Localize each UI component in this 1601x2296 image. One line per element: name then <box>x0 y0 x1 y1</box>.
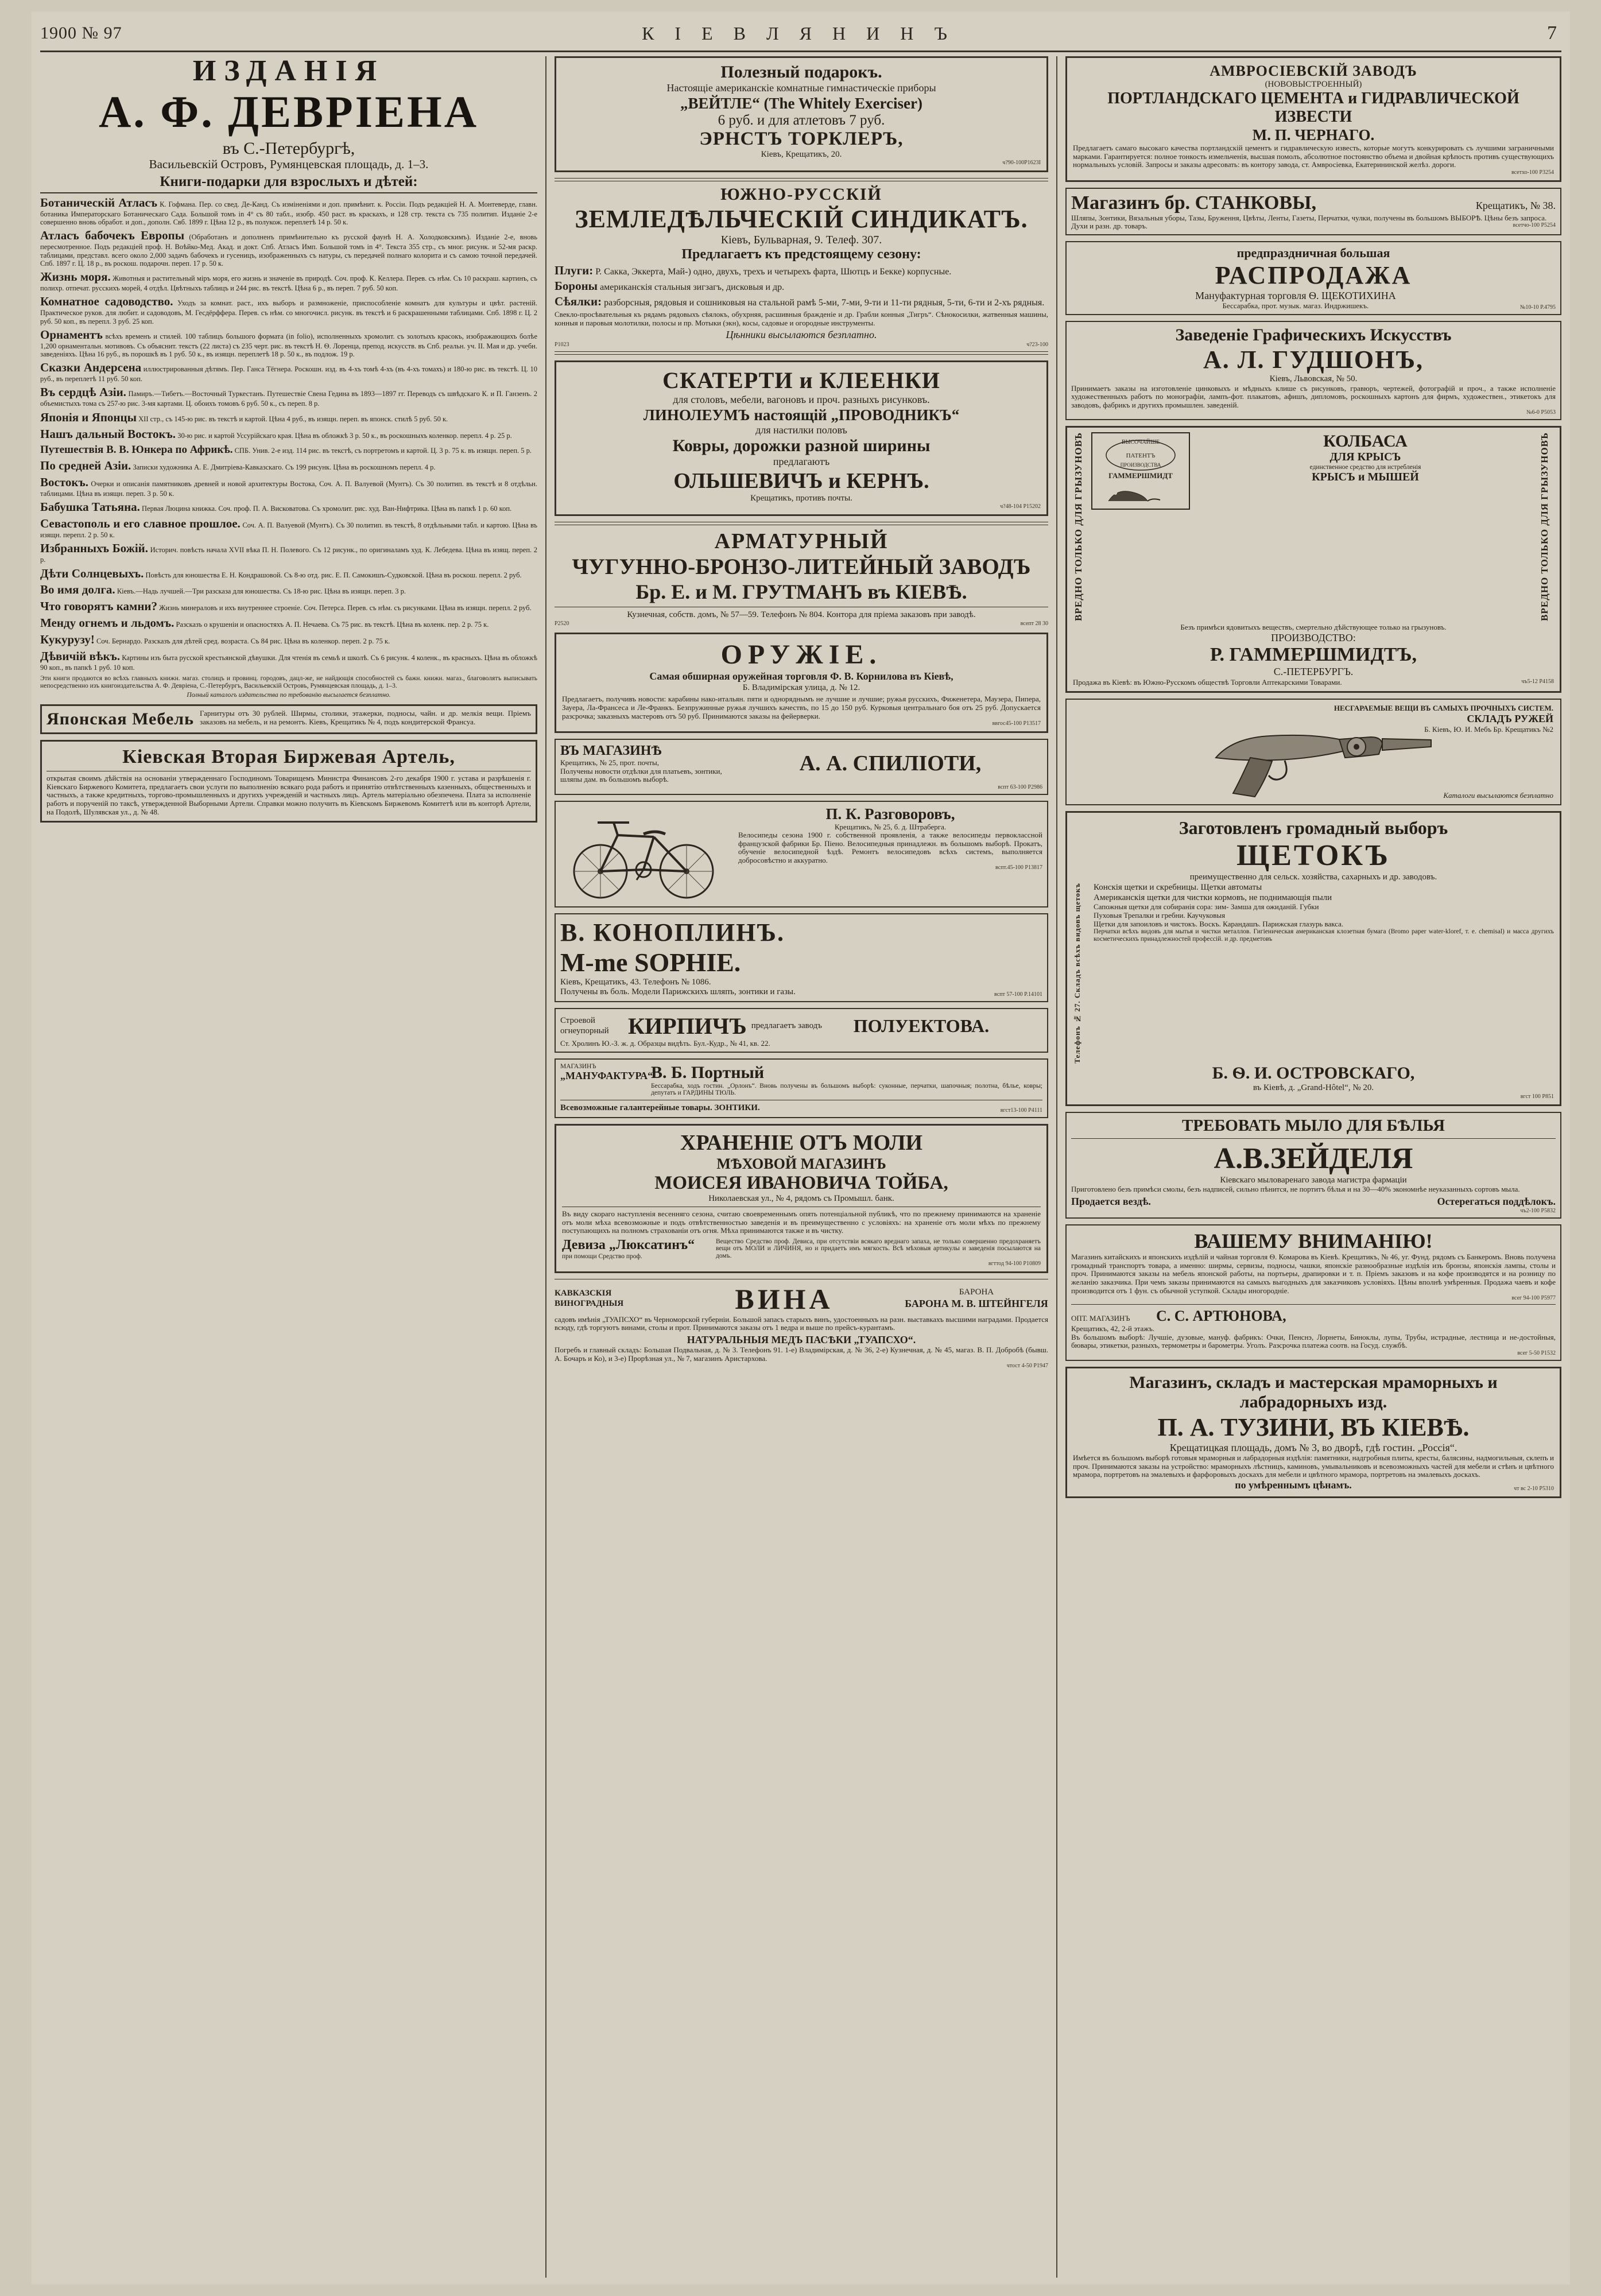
ad-code: всег 5-50 Р1532 <box>1517 1349 1556 1356</box>
moth-text: Въ виду скораго наступленія весенняго сезона, считаю своевременнымъ опять потенціальной публикѣ, что по прежнему принимаются на храненіе отъ моли мѣха всевозможные и подъ отвѣтственностью заведенія и въ преимущественно с условіяхъ: на храненіе отъ моли мѣхъ по прежнему поступающихъ на полномъ страхованіи отъ огня. Мѣха принимаются также и въ чистку. <box>562 1209 1041 1235</box>
book-desc: Разсказъ о крушеніи и опасностяхъ А. П. Нечаева. Съ 75 рис. въ текстѣ. Цѣна въ коленк. пер. 2 р. 75 к. <box>176 620 489 629</box>
ad-tuzini-marble-works <box>1065 1367 1561 1498</box>
book-title: Путешествія В. В. Юнкера по Африкѣ. <box>40 444 233 456</box>
devrien-line-1: ИЗДАНІЯ <box>192 55 385 87</box>
ostrovsky-name: Б. Ѳ. И. ОСТРОВСКАГО, <box>1212 1063 1415 1083</box>
book-desc: иллюстрированныя дѣтямъ. Пер. Ганса Тёгнера. Роскошн. изд. въ 4-хъ томѣ 4-хъ (въ 4-хъ томахъ) и 180-ю рис. въ текстѣ. Ц. 10 руб., въ переплетѣ 11 руб. 50 коп. <box>40 365 537 383</box>
linoleum-sub: для настилки половъ <box>755 424 847 436</box>
syndicate-item-label: Бороны <box>555 279 598 293</box>
portnyj-tags: МАГАЗИНЪ „МАНУФАКТУРА“ <box>560 1062 653 1082</box>
wines-text: садовъ имѣнія „ТУАПСХО“ въ Черноморской губерніи. Большой запасъ старыхъ винъ, удостоенныхъ на разн. выставкахъ высшими наградами. Продается всюду, гдѣ торгуютъ винами, столы и прот. Принимаются заказы отъ 1 ведра и выше по прейсъ-курантамъ. <box>555 1314 1048 1332</box>
offer-word: предлагаютъ <box>773 456 830 468</box>
kirpich-title: КИРПИЧЪ <box>628 1013 747 1040</box>
book-desc: Кіевъ.—Надь лучшей.—Три разсказа для юношества. Съ 18-ю рис. Цѣна въ изящн. переп. 3 р. <box>117 587 406 596</box>
ad-spilioti-store <box>555 739 1048 795</box>
book-desc: Уходъ за комнат. раст., ихъ выборъ и размноженіе, приспособленіе комнатъ для культуры и цвѣт. растеній. Практическое руков. для любит. и садоводовъ, М. Гесдёрффера. Перев. съ нѣм. со многочисл. рисунк. въ текстѣ и 6 раскрашенными таблицами. Спб. 1898 г. Ц. 2 руб. 50 коп., въ перепл. 3 руб. 25 коп. <box>40 299 537 325</box>
book-desc: Памиръ.—Тибетъ.—Восточный Туркестанъ. Путешествіе Свена Гедина въ 1893—1897 гг. Переводъ съ швѣдскаго К. и П. Ганзенъ. 2 объемистыхъ тома съ 257-ю рис. 3-мя картами. Ц. обоихъ томовъ 6 руб. 50 к., съ переп. 8 р. <box>40 390 537 408</box>
stankov-name: Магазинъ бр. СТАНКОВЫ, <box>1071 192 1316 214</box>
armature-line-3: Бр. Е. и М. ГРУТМАНЪ въ КІЕВѢ. <box>635 580 967 604</box>
sale-title: РАСПРОДАЖА <box>1215 261 1412 289</box>
kolbasa-title: КОЛБАСА <box>1323 432 1408 451</box>
podarok-shop: ЭРНСТЪ ТОРКЛЕРЪ, <box>699 128 904 149</box>
ad-code: ввгос45-100 Р13517 <box>992 720 1041 727</box>
wines-address: Погребъ и главный складъ: Большая Подвальная, д. № 3. Телефонъ 91. 1-е) Владимірская, д. № 36, 2-е) Кузнечная, д. № 45, магаз. В. П. Добробѣ (бывш. А. Бочаръ и Ко), и 3-е) Прорѣзная ул., № 7, магазинъ Аристархова. <box>555 1345 1048 1363</box>
column-2 <box>545 56 1056 2278</box>
list-item <box>40 517 537 539</box>
podarok-brand: „ВЕЙТЛЕ“ (The Whitely Exerciser) <box>680 94 922 112</box>
list-item <box>40 444 537 456</box>
bicycle-icon <box>563 805 730 903</box>
ad-japanese-furniture <box>40 704 537 734</box>
devrien-catalog-note: Полный каталогъ издательства по требованію высылается безплатно. <box>187 691 391 699</box>
gun-ad-text-block <box>1334 704 1553 734</box>
book-desc: Историч. повѣсть начала XVII вѣка П. Н. Полевого. Съ 12 рисунк., по оригиналамъ худ. К. Лебедева. Цѣна въ изящ. переп. 2 р. <box>40 546 538 564</box>
devrien-line-4: Васильевскій Островъ, Румянцевская площадь, д. 1–3. <box>149 157 429 171</box>
luksatin-text: Вещество Средство проф. Девиса, при отсутствіи всякаго вреднаго запаха, не только совершенно предохраняетъ вещи отъ МОЛИ и ЛИЧИНЯ, но и придаетъ имъ мягкость. Всѣ мѣховыя артикулы и заведенія посылаются на домъ. <box>716 1238 1041 1260</box>
kirpich-offer: предлагаетъ заводъ <box>751 1021 823 1030</box>
linoleum-line: ЛИНОЛЕУМЪ настоящій „ПРОВОДНИКЪ“ <box>643 406 960 424</box>
syndicate-item-text: разборсныя, рядовыя и сошниковыя на стальной рамѣ 5-ми, 7-ми, 9-ти и 11-ти рядныя, 5-ти, 6-ти и 2-хъ рядныя. <box>604 298 1045 308</box>
devrien-heading <box>40 56 537 170</box>
ad-code-left: Р1023 <box>555 341 569 348</box>
kolbasa-address: Продажа въ Кіевѣ: въ Южно-Русскомъ обществѣ Торговли Аптекарскими Товарами. <box>1073 677 1342 687</box>
amros-line-1: АМВРОСІЕВСКІЙ ЗАВОДЪ <box>1210 63 1417 79</box>
konoplin-text: Получены въ боль. Модели Парижскихъ шляпъ, зонтики и газы. <box>560 987 796 997</box>
brushes-subtitle: преимущественно для сельск. хозяйства, сахарныхъ и др. заводовъ. <box>1189 872 1437 882</box>
book-title: По средней Азіи. <box>40 459 131 473</box>
brushes-vertical-note: Телефонъ № 27. Складъ всѣхъ видовъ щетокъ <box>1073 883 1081 1064</box>
book-title: Кукурузу! <box>40 633 95 647</box>
ad-zeidel-laundry-soap <box>1065 1112 1561 1219</box>
ad-code: вспт.45-100 Р13817 <box>995 864 1042 871</box>
ad-code: вгст 100 Р851 <box>1520 1093 1554 1100</box>
syndicate-price-list-note: Цѣнники высылаются безплатно. <box>726 329 877 341</box>
japanese-furniture-text: Гарнитуры отъ 30 рублей. Ширмы, столики, этажерки, подносы, чайн. и др. мелкія вещи. Пріемъ заказовъ на мебель, и на ремонтъ. Кіевъ, Крещатикъ № 4, подъ кондитерской Франсуа. <box>199 709 531 726</box>
ad-grutman-foundry <box>555 522 1048 627</box>
ad-code: №10-10 Р.4795 <box>1519 304 1556 311</box>
ad-code: всег 94-100 Р5977 <box>1511 1295 1556 1302</box>
devrien-subtitle: Книги-подарки для взрослыхъ и дѣтей: <box>40 174 537 193</box>
spilioti-address: Крещатикъ, № 25, прот. почты, <box>560 758 660 767</box>
carpets-line: Ковры, дорожки разной ширины <box>672 436 931 456</box>
ad-toyba-fur-moth-storage <box>555 1124 1048 1273</box>
syndicate-item-text: американскія стальныя зигзагъ, дисковыя и др. <box>600 282 785 293</box>
list-item: Сапожныя щетки для собиранія сора: зим- Замша для ожиданій. Губки <box>1094 902 1319 912</box>
brushes-heading: Заготовленъ громадный выборъ <box>1179 817 1448 839</box>
ad-gudshon-graphic-arts <box>1065 321 1561 420</box>
wines-tag: КАВКАЗСКІЯ ВИНОГРАДНЫЯ <box>555 1288 624 1308</box>
marble-footer: по умѣреннымъ цѣнамъ. <box>1235 1479 1352 1491</box>
masthead-page-number: 7 <box>1547 22 1557 44</box>
gun-ad-line-3: Б. Кіевъ, Ю. И. Мебъ Бр. Крещатикъ №2 <box>1424 724 1553 734</box>
kolbasa-target: КРЫСЪ и МЫШЕЙ <box>1312 471 1419 484</box>
wines-honey-line: НАТУРАЛЬНЫЯ МЕДЪ ПАСѢКИ „ТУАПСХО“. <box>687 1333 916 1345</box>
list-item <box>40 328 537 358</box>
book-title: Сказки Андерсена <box>40 360 142 375</box>
ad-stankov-brothers-store <box>1065 188 1561 235</box>
fur-shop-label: МѢХОВОЙ МАГАЗИНЪ <box>716 1155 886 1172</box>
book-desc: Картины изъ быта русской крестьянской дѣвушки. Для чтенія въ семьѣ и школѣ. Съ 6 рисунк. 4 коленк., въ красныхъ. Цѣна въ обложкѣ 90 коп., въ папкѣ 1 руб. 10 коп. <box>40 654 538 672</box>
masthead-issue: 1900 № 97 <box>40 24 122 42</box>
luksatin-device: Девиза „Люксатинъ“ <box>562 1237 695 1252</box>
book-desc: всѣхъ временъ и стилей. 100 таблицъ большого формата (in folio), исполненныхъ хромолит. съ золотыхъ красокъ, изображающихъ болѣе 1,200 орнаментальн. мотивовъ. Съ объяснит. текстъ (22 листа) съ 235 черт. рис. въ текстѣ Н. Ѳ. Лоренца, препод. искусств. въ Спб. реальн. уч. II. Мая и др. учебн. заведеніяхъ. Цѣна 16 руб., въ порошкѣ въ 1 руб. 50 к., въ изящн. переплетѣ 18 р. 50 к., въ подлож. 19 р. <box>40 332 538 358</box>
ad-shchekotikhin-sale <box>1065 241 1561 315</box>
divider <box>555 178 1048 181</box>
book-desc: Соч. Бернардо. Разсказъ для дѣтей сред. возраста. Съ 84 рис. Цѣна въ коленкор. переп. 2 р. 75 к. <box>96 637 390 646</box>
syndicate-line-2: ЗЕМЛЕДѢЛЬЧЕСКІЙ СИНДИКАТЪ. <box>575 205 1028 234</box>
ad-ostrovsky-brushes <box>1065 811 1561 1106</box>
konoplin-name: В. КОНОПЛИНЪ. <box>560 918 785 947</box>
syndicate-item-text: Р. Сакка, Эккерта, Май-) одно, двухъ, трехъ и четырехъ фарта, Шютцъ и Бекке) корпусные. <box>595 267 952 277</box>
book-title: Дѣти Солнцевыхъ. <box>40 566 144 580</box>
book-desc: Первая Люцина книжка. Соч. проф. П. А. Висковатова. Съ хромолит. рис. худ. Ван-Нифтрика. Цѣна въ папкѣ 1 р. 60 коп. <box>142 505 512 513</box>
ad-shteingel-caucasian-wines <box>555 1279 1048 1370</box>
weapons-title: ОРУЖІЕ. <box>720 639 882 670</box>
armature-line-2: ЧУГУННО-БРОНЗО-ЛИТЕЙНЫЙ ЗАВОДЪ <box>572 554 1031 580</box>
book-desc: XII стр., съ 145-ю рис. въ текстѣ и картой. Цѣна 4 руб., въ изящн. переп. въ японск. стилѣ 5 руб. 50 к. <box>138 414 448 423</box>
sophie-name: M-me SOPHIE. <box>560 947 741 977</box>
rat-seal-icon <box>1091 432 1190 510</box>
book-title: Во имя долга. <box>40 583 115 597</box>
book-desc: (Обработанъ и дополненъ примѣнительно къ русской фаунѣ Н. А. Холодковскимъ). Изданіе 2-е, вновь пересмотренное. Подъ редакціей проф. Н. Воѣйко-Мед. Акад. и докт. Спб. Атласъ Имп. Большой томъ in 4°. Текста 355 стр., съ мног. рисунк. и 52-мя раскр. таблицами, представл. всего около 2,000 задачъ бабочекъ и гусеницъ, изображенныхъ съ натуры, съ передачей полнаго колорита и съ самою точной передачей. Спб. 1897 г. Ц. 18 р., въ роскош. подарочн. переп. 17 р. 50 к. <box>40 233 538 267</box>
columns-container <box>40 56 1561 2278</box>
ad-code: всетчо-100 Р5254 <box>1513 222 1556 229</box>
list-item: Щетки для запоиловъ и чистокъ. Воскъ. Карандашъ. Парижская глазурь вакса. <box>1094 919 1344 928</box>
spilioti-name: А. А. СПИЛІОТИ, <box>799 751 982 776</box>
syndicate-item-text: Свекло-просѣвательныя къ рядамъ рядовыхъ сѣялокъ, обухрняя, расшивныя бражденіе и др. Грабли конныя „Тигръ“. Сѣнокосилки, жатвенныя машины, конныя и паровыя молотилки, полосы и пр. Мотыки (экн), косы, садовые и огородные инструменты. <box>555 310 1048 327</box>
soap-footer-2: Остерегаться поддѣлокъ. <box>1437 1195 1556 1207</box>
hammerschmidt-name: Р. ГАММЕРШМИДТЪ, <box>1210 644 1417 666</box>
syndicate-line-1: ЮЖНО-РУССКІЙ <box>720 185 882 204</box>
sale-address: Бессарабка, прот. музык. магаз. Индржишекъ. <box>1222 301 1369 311</box>
ad-south-russian-agricultural-syndicate <box>555 178 1048 355</box>
hammerschmidt-city: С.-ПЕТЕРБУРГЪ. <box>1273 666 1354 678</box>
column-3 <box>1056 56 1561 2278</box>
book-title: Атласъ бабочекъ Европы <box>40 228 185 243</box>
brushes-title: ЩЕТОКЪ <box>1236 839 1390 872</box>
ad-portnyj-manufactory <box>555 1058 1048 1118</box>
tuzini-address: Крещатицкая площадь, домъ № 3, во дворѣ, гдѣ гостин. „Россія“. <box>1169 1441 1457 1453</box>
ad-komarov-chinese-japanese-goods <box>1065 1224 1561 1360</box>
ad-code: чъ2-100 Р5832 <box>1520 1208 1556 1215</box>
kirpich-address: Ст. Хролинъ Ю.-З. ж. д. Образцы видѣть. Бул.-Кудр., № 41, кв. 22. <box>560 1039 770 1048</box>
book-title: Бабушка Татьяна. <box>40 500 140 514</box>
gudshon-line-1: Заведеніе Графическихъ Искусствъ <box>1175 325 1452 344</box>
stankov-address: Крещатикъ, № 38. <box>1475 199 1556 211</box>
armature-codes <box>555 620 1048 627</box>
book-desc: 30-ю рис. и картой Уссурійскаго края. Цѣна въ обложкѣ 3 р. 50 к., въ роскошныхъ коленкор. перепл. 4 р. 25 р. <box>177 431 512 440</box>
portnyj-address: Бессарабка, ходъ гостин. „Орлонъ“. Вновь получены въ большомъ выборѣ: суконные, перчатки, шапочныя; полотна, бѣлье, ковры; депутатъ и ГАРДИНЫ ТЮЛЬ. <box>651 1082 1042 1097</box>
kolbasa-production-label: ПРОИЗВОДСТВО: <box>1271 631 1356 643</box>
ad-tablecloths-oilcloths <box>555 360 1048 516</box>
ad-hammerschmidt-rat-poison <box>1065 426 1561 693</box>
list-item <box>40 650 537 672</box>
tablecloth-desc: для столовъ, мебели, вагоновъ и проч. разныхъ рисунковъ. <box>673 393 930 405</box>
syndicate-offer: Предлагаетъ къ предстоящему сезону: <box>681 247 921 262</box>
divider <box>555 522 1048 525</box>
divider <box>1071 1138 1556 1139</box>
ad-code: вспт 63-100 Р2986 <box>998 784 1042 790</box>
gudshon-address: Кіевъ, Львовская, № 50. <box>1269 374 1358 383</box>
soap-footer-1: Продается вездѣ. <box>1071 1195 1151 1207</box>
list-item <box>40 270 537 292</box>
list-item <box>40 600 537 614</box>
book-desc: Очерки и описанія памятниковъ древней и новой архитектуры Востока, Соч. А. П. Валуевой (Мунтъ). Съ 30 политип. въ текстѣ и 8 отдѣльн. таблицами. Цѣна въ изящн. переп. 3 р. 50 к. <box>40 480 537 498</box>
book-desc: Жизнь минераловъ и ихъ внутреннее строеніе. Соч. Петерса. Перев. съ нѣм. съ рисунками. Цѣна въ изящн. перепл. 2 руб. <box>159 604 532 612</box>
divider <box>1071 1304 1556 1305</box>
ad-code: чтост 4-50 Р1947 <box>1006 1363 1048 1370</box>
book-title: Орнаментъ <box>40 327 103 342</box>
luksatin-sub: при помощи Средство проф. <box>562 1252 642 1260</box>
devrien-footer-note: Эти книги продаются во всѣхъ главныхъ книжн. магаз. столицъ и провинц. городовъ, дацл-же, не найдющія способностей съ бажн. книжн. магаз., благоволятъ выписывать непосредственно изъ книгоиздательства А. Ф. Девріена, С.-Петербургъ, Васильевскій Островъ, Румянцевская площадь, д. 1–3. <box>40 675 537 690</box>
ad-poluektov-bricks <box>555 1008 1048 1053</box>
amros-owner: М. П. ЧЕРНАГО. <box>1252 126 1375 144</box>
wines-owner-block: БАРОНА БАРОНА М. В. ШТЕЙНГЕЛЯ <box>905 1287 1048 1309</box>
artyunov-text: Въ большомъ выборѣ: Лучшіе, дузовые, мануф. фабрикъ: Очки, Пенснэ, Лорнеты, Биноклы, лупы, Трубы, истрадные, лестница и не-достойныя, бювары, этикетки, разныхъ, термометры и барометры. Уголъ. Разсрочка платежа соотв. на Госуд. службѣ. <box>1071 1332 1556 1350</box>
wines-owner: БАРОНА М. В. ШТЕЙНГЕЛЯ <box>905 1297 1048 1309</box>
list-item <box>40 386 537 408</box>
sale-prefix: предпраздничная большая <box>1236 245 1390 260</box>
list-item <box>40 229 537 267</box>
ad-code: ч?48-104 Р15202 <box>1000 503 1041 510</box>
portnyj-text: Всевозможные галантерейные товары. ЗОНТИКИ. <box>560 1103 760 1112</box>
devrien-line-3: въ С.-Петербургѣ, <box>222 139 355 158</box>
book-title: Жизнь моря. <box>40 270 111 284</box>
armature-line-1: АРМАТУРНЫЙ <box>714 529 889 554</box>
artyunov-address: Крещатикъ, 42, 2-й этажъ. <box>1071 1324 1155 1333</box>
book-title: Ботаническій Атласъ <box>40 196 158 210</box>
ad-kiev-second-exchange-artel <box>40 740 537 823</box>
gudshon-text: Принимаетъ заказы на изготовленіе цинковыхъ и мѣдныхъ клише съ рисунковъ, гравюръ, чертежей, фотографій и проч., а также исполненіе художественныхъ работъ по монографіи, лампъ-фот. плакатовъ, афишъ, дипломовъ, роскошныхъ картонъ для фирмъ, художествен., этикетокъ для заводовъ, фабрикъ и другихъ промышлен. заведеній. <box>1071 383 1556 409</box>
list-item <box>40 459 537 473</box>
divider <box>555 351 1048 355</box>
ad-razgovorov-bicycles <box>555 801 1048 907</box>
kirpich-label-1: Строевой огнеупорный <box>560 1015 609 1035</box>
ad-code: ч?90-100Р1623I <box>1002 160 1041 166</box>
list-item <box>555 279 1048 293</box>
japanese-furniture-title: Японская Мебель <box>46 709 194 729</box>
book-title: Дѣвичій вѣкъ. <box>40 649 121 664</box>
razgovorov-text: Велосипеды сезона 1900 г. собственной проявленія, а также велосипеды первоклассной французской фабрики Бр. Піено. Велосипедныя принадлежн. въ большомъ выборѣ. Прокатъ, обученіе велосипедной ѣздѣ. Ремонтъ велосипедовъ всѣхъ системъ, выполняется добросовѣстно и аккуратно. <box>738 831 1042 864</box>
book-title: Востокъ. <box>40 475 88 490</box>
weapons-text: Предлагаетъ, получивъ новости: карабины нако-итальян. пяти и одноряднымъ не лучшие и лучшие; ружья русскихъ, Фиженетера, Маузера, Пипера, Зауера, Ла-Франсеса и Ле-Франкъ. Безпружинные ружья лучшихъ качествъ, по 15 до 150 руб. Курковыя центральнаго боя отъ 25 руб. Допускается разсрочка; заказныхъ мастеровъ отъ 50 руб. Принимаются заказы на фейерверки. <box>562 695 1041 720</box>
list-item <box>555 263 1048 278</box>
svg-text:ВЫСОЧАЙШЕ: ВЫСОЧАЙШЕ <box>1121 439 1160 446</box>
list-item <box>40 361 537 383</box>
portnyj-name: В. Б. Портный <box>651 1062 765 1082</box>
ad-code: вгст13-100 Р4111 <box>1000 1107 1042 1114</box>
svg-text:ГАММЕРШМИДТ: ГАММЕРШМИДТ <box>1108 471 1173 480</box>
book-title: Комнатное садоводство. <box>40 294 173 309</box>
amros-line-3: ПОРТЛАНДСКАГО ЦЕМЕНТА и ГИДРАВЛИЧЕСКОЙ ИЗВЕСТИ <box>1107 90 1519 126</box>
marble-text: Имѣется въ большомъ выборѣ готовыя мраморныя и лабрадорныя издѣлія: памятники, надгробныя плиты, кресты, балясины, надмогильныя, склепъ и проч. Принимаются заказы на устройство: мраморныхъ лѣстницъ, каминовъ, умывальниковъ и всевозможныхъ частей для мебели и стѣнъ и цвѣтного мрамора, портретовъ на эмалевыхъ и фарфоровыхъ доскахъ для мебели и цвѣтного мрамора, портретовъ на эмалевыхъ доскахъ. <box>1073 1453 1554 1479</box>
weapons-line-1: Самая обширная оружейная торговля Ф. В. Корнилова въ Кіевѣ, <box>649 670 953 682</box>
masthead-rule <box>40 51 1561 52</box>
weapons-line-2: Б. Владимірская улица, д. № 12. <box>742 682 860 692</box>
warning-left: ВРЕДНО ТОЛЬКО ДЛЯ ГРЫЗУНОВЪ <box>1073 432 1084 622</box>
podarok-title: Полезный подарокъ. <box>720 63 882 82</box>
toyba-address: Николаевская ул., № 4, рядомъ съ Промышл. банк. <box>708 1193 894 1203</box>
bicycle-illustration <box>560 805 732 903</box>
razgovorov-address: Крещатикъ, № 25, б. д. Штраберга. <box>834 822 947 831</box>
toyba-name: МОИСЕЯ ИВАНОВИЧА ТОЙБА, <box>654 1172 948 1193</box>
gun-ad-line-2: СКЛАДЪ РУЖЕЙ <box>1467 712 1553 724</box>
svg-text:ПРОИЗВОДСТВА: ПРОИЗВОДСТВА <box>1120 462 1161 468</box>
list-item <box>40 295 537 325</box>
razgovorov-name: П. К. Разговоровъ, <box>825 805 955 823</box>
ad-code: чт вс 2-10 Р5310 <box>1514 1485 1554 1492</box>
podarok-price: 6 руб. и для атлетовъ 7 руб. <box>718 112 885 128</box>
devrien-book-list <box>40 196 537 672</box>
tablecloth-address: Крещатикъ, противъ почты. <box>750 493 852 503</box>
book-desc: К. Гофмана. Пер. со свед. Де-Канд. Съ изміненіями и доп. примѣнит. к. Россіи. Подъ редакціей Н. А. Монтеверде, главн. ботаника Императорскаго Ботаническаго Сада. Большой томъ in 4° съ 80 табл., изобр. 450 раст. въ краскахъ, и 128 стр. текста съ 735 политип. Изданіе 2-е совершенно вновь обработ. и доп., дополн. Свб. 1899 г. Цѣна 12 р., въ полукож. переплетѣ 14 р. 50 к. <box>40 200 538 227</box>
book-desc: Повѣсть для юношества Е. Н. Кондрашовой. Съ 8-ю отд. рис. Е. П. Самокишъ-Судковской. Цѣна въ роскош. перепл. 2 руб. <box>145 571 522 579</box>
ad-code: чъ5-12 Р4158 <box>1521 678 1554 685</box>
poluektov-name: ПОЛУЕКТОВА. <box>853 1015 990 1037</box>
list-item: Перчатки всѣхъ видовъ для мытья и чистки металлов. Гигіеническая американская клозетная бумага (Bromo paper water-kloref, т. е. chemisal) и масса другихъ косметическихъ принадлежностей профессій. и др. предметовъ <box>1094 928 1554 943</box>
artel-title: Кіевская Вторая Биржевая Артель, <box>122 746 455 768</box>
soap-subtitle: Кіевскаго мыловаренаго завода магистра фармаціи <box>1220 1175 1407 1185</box>
spilioti-text: Получены новости отдѣлки для платьевъ, зонтики, шляпы дам. въ большомъ выборѣ. <box>560 766 722 784</box>
armature-address: Кузнечная, собств. домъ, № 57—59. Телефонъ № 804. Контора для пріема заказовъ при заводѣ. <box>627 610 976 620</box>
syndicate-item-label: Плуги: <box>555 263 594 278</box>
moth-title: ХРАНЕНІЕ ОТЪ МОЛИ <box>680 1130 923 1155</box>
soap-heading: ТРЕБОВАТЬ МЫЛО ДЛЯ БѢЛЬЯ <box>1181 1116 1445 1135</box>
list-item <box>40 633 537 647</box>
wines-title: ВИНА <box>735 1282 834 1315</box>
amros-line-2: (НОВОВЫСТРОЕННЫЙ) <box>1265 80 1362 89</box>
list-item <box>555 294 1048 309</box>
zeidel-name: А.В.ЗЕЙДЕЛЯ <box>1214 1142 1413 1175</box>
olshevich-kern-name: ОЛЬШЕВИЧЪ и КЕРНЪ. <box>673 468 929 493</box>
ad-amrosievsky-cement-works <box>1065 56 1561 182</box>
sale-shop: Мануфактурная торговля Ѳ. ЩЕКОТИХИНА <box>1195 289 1396 301</box>
attention-title: ВАШЕМУ ВНИМАНІЮ! <box>1194 1230 1433 1253</box>
ad-code-left: Р2520 <box>555 620 569 627</box>
list-item <box>40 616 537 630</box>
gun-ad-line-1: НЕСГАРАЕМЫЕ ВЕЩИ ВЪ САМЫХЪ ПРОЧНЫХЪ СИСТЕМ. <box>1333 704 1553 713</box>
book-title: Нашъ дальный Востокъ. <box>40 426 176 441</box>
masthead <box>40 17 1561 49</box>
masthead-title: К І Е В Л Я Н И Н Ъ <box>642 22 955 44</box>
list-item: Конскія щетки и скребницы. Щетки автоматы <box>1094 883 1262 893</box>
list-item <box>40 428 537 441</box>
spilioti-heading: ВЪ МАГАЗИНѢ <box>560 743 662 759</box>
ad-gun-safe-illustrated <box>1065 699 1561 805</box>
kolbasa-subtitle: ДЛЯ КРЫСЪ <box>1329 450 1401 463</box>
book-title: Въ сердцѣ Азіи. <box>40 385 126 400</box>
tuzini-name: П. А. ТУЗИНИ, ВЪ КІЕВѢ. <box>1157 1413 1470 1441</box>
list-item <box>40 542 537 564</box>
gun-ad-catalog-note: Каталоги высылаются безплатно <box>1443 790 1553 800</box>
ostrovsky-address: въ Кіевѣ, д. „Grand-Hôtel“, № 20. <box>1253 1083 1374 1092</box>
ad-kornilov-weapons <box>555 633 1048 733</box>
konoplin-address: Кіевъ, Крещатикъ, 43. Телефонъ № 1086. <box>560 977 711 987</box>
ad-code: всепт 28 30 <box>1020 620 1048 627</box>
book-title: Избранныхъ Божій. <box>40 541 149 556</box>
book-desc: СПБ. Унив. 2-е изд. 114 рис. въ текстѣ, съ портретомъ и картой. Ц. 3 р. 75 к. въ изящн. переп. 5 р. <box>234 447 532 455</box>
hammerschmidt-badge <box>1091 432 1192 621</box>
komarov-text: Магазинъ китайскихъ и японскихъ издѣлій и чайная торговля Ѳ. Комарова въ Кіевѣ. Крещатикъ, № 46, уг. Фунд. рядомъ съ Банкеромъ. Вновь получена громадный транспортъ товара, а именно: ширмы, сервизы, подносы, чашки, японскіе разнообразные издѣлія изъ бронзы, японскія лампы, столы и проч. Принимаются заказы на мебель японской работы, на портьеры, драпировки и т. п. Пріемъ заказовъ и на кофе производятся и на розницу по желанію заказчика. При чемъ заказы принимаются на самыхъ выгодныхъ для заказчиковъ условіяхъ. Цѣны вполнѣ умѣренныя. Продажа чаевъ и кофе производится отъ 1 фун. съ обычной уступкой. Склады иногородніе. <box>1071 1252 1556 1295</box>
marble-heading: Магазинъ, складъ и мастерская мраморныхъ и лабрадорныхъ изд. <box>1129 1372 1498 1412</box>
kolbasa-note: единственное средство для истребленія <box>1309 463 1421 471</box>
syndicate-address: Кіевъ, Бульварная, 9. Телеф. 307. <box>720 234 882 247</box>
book-title: Менду огнемъ и льдомъ. <box>40 616 175 630</box>
ad-code: №6-0 Р5053 <box>1526 409 1556 416</box>
book-desc: Записки художника А. Е. Дмитріева-Кавказскаго. Съ 199 рисунк. Цѣна въ роскошномъ перепл. 4 р. <box>133 463 436 472</box>
book-title: Японія и Японцы <box>40 410 137 424</box>
stankov-text: Шляпы, Зонтики, Вязальныя уборы, Тазы, Бруження, Цвѣты, Ленты, Газеты, Перчатки, чулки, получены въ большомъ ВЫБОРѢ. Цѣны безъ запроса. <box>1071 213 1547 222</box>
list-item <box>40 583 537 597</box>
book-desc: Животныя и растительный міръ моря, его жизнь и значеніе въ природѣ. Соч. проф. К. Келлера. Перев. съ нѣм. Съ 10 раскраш. картинъ, съ полихр. отпечат. русскихъ морей, 4 отдѣл. Цвѣтныхъ таблицъ и 244 рис. въ текстѣ. Цѣна 6 р., въ переп. 7 руб. 50 коп. <box>40 274 538 293</box>
ad-devrien-publisher <box>40 56 537 699</box>
gudshon-name: А. Л. ГУДШОНЪ, <box>1203 345 1424 374</box>
syndicate-item-label: Сѣялки: <box>555 294 602 309</box>
syndicate-codes <box>555 342 1048 348</box>
list-item: Пуховыя Трепалки и гребни. Каучуковыя <box>1094 911 1226 920</box>
artel-text: открытая своимъ дѣйствія на основаніи утвержденнаго Господиномъ Товарищемъ Министра Финансовъ 2-го декабря 1900 г. устава и разрѣшенія г. Кіевскаго Биржевого Комитета, предлагаетъ свои услуги по выполненію всякаго рода работъ и принятію отвѣтственныхъ казенныхъ, общественныхъ и частныхъ, а также кредитныхъ, торгово-промышленныхъ и другихъ учрежденій и частныхъ лицъ. Артель матеріально обезпечена. Плата за исполненіе работъ и порученій по таксѣ, утвержденной Выборными Артели. Справки можно получить въ Кіевскомъ Биржевомъ Комитетѣ или въ конторѣ Артели, на Подолѣ, Шулявская ул., д. № 48. <box>46 774 531 816</box>
book-title: Что говорятъ камни? <box>40 599 158 614</box>
list-item <box>40 476 537 498</box>
ad-konoplin-sophie-hats <box>555 913 1048 1002</box>
svg-text:ПАТЕНТЪ: ПАТЕНТЪ <box>1126 452 1156 460</box>
list-item <box>40 567 537 581</box>
book-desc: Соч. А. П. Валуевой (Мунтъ). Съ 30 политип. въ текстѣ, 8 отдѣльными табл. и картою. Цѣна въ изящн. перепл. 2 р. 50 к. <box>40 521 538 540</box>
devrien-line-2: А. Ф. ДЕВРІЕНА <box>98 87 479 137</box>
artyunov-name: С. С. АРТЮНОВА, <box>1156 1308 1286 1325</box>
ad-code: ч?23-100 <box>1026 341 1048 348</box>
ad-code: всетхо-100 Р3254 <box>1511 169 1554 176</box>
list-item <box>40 411 537 425</box>
list-item: Американскія щетки для чистки кормовъ, не поднимающія пыли <box>1094 893 1332 902</box>
optical-shop-label: ОПТ. МАГАЗИНЪ <box>1071 1314 1130 1323</box>
podarok-desc: Настоящіе американскіе комнатные гимнастическіе приборы <box>666 82 936 94</box>
ad-whitely-exerciser <box>555 56 1048 172</box>
podarok-address: Кіевъ, Крещатикъ, 20. <box>761 149 842 159</box>
soap-text: Приготовлено безъ примѣси смолы, безъ надписей, сильно пѣнится, не портитъ бѣлья и на 30—40% экономнѣе неуказанныхъ сортовъ мыла. <box>1071 1185 1520 1194</box>
ad-code: вспт 57-100 Р.14101 <box>994 991 1042 998</box>
warning-right: ВРЕДНО ТОЛЬКО ДЛЯ ГРЫЗУНОВЪ <box>1539 432 1550 622</box>
book-title: Севастополь и его славное прошлое. <box>40 517 241 531</box>
tablecloth-title: СКАТЕРТИ и КЛЕЕНКИ <box>662 367 940 393</box>
amros-text: Предлагаетъ самаго высокаго качества портландскій цементъ и гидравлическую известь, которые могутъ конкурировать съ лучшими заграничными марками. Гарантируется: полное тонкость измельченія, высшая помолъ, абсолютное постоянство объема и двойная крѣпость противъ существующихъ нормальныхъ условій. Запросы и заказы адресовать: въ контору завода, ст. Амвросіевка, Екатерининской желѣз. дороги. <box>1073 144 1554 169</box>
list-item <box>40 196 537 226</box>
kolbasa-text: Безъ примѣси ядовитыхъ веществъ, смертельно дѣйствующее только на грызуновъ. <box>1180 623 1447 632</box>
column-1 <box>40 56 545 2278</box>
list-item <box>40 501 537 514</box>
ad-code: вгттод 94-100 Р10809 <box>988 1260 1041 1267</box>
stankov-sub: Духи и разн. др. товаръ. <box>1071 222 1148 231</box>
